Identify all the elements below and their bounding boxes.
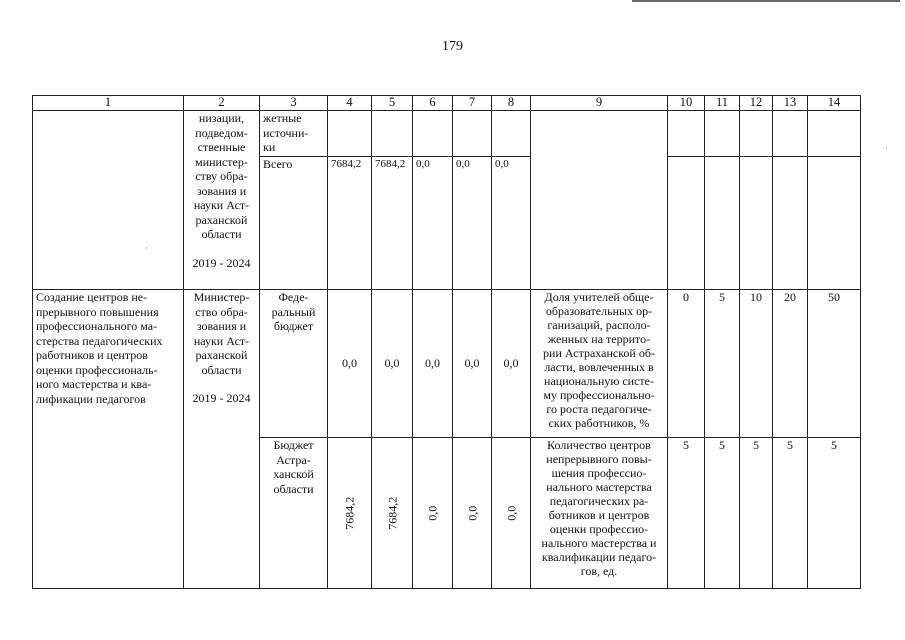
indicator-cell xyxy=(531,290,668,438)
header-cell: 9 xyxy=(531,96,668,111)
text-line: зования и xyxy=(196,319,247,333)
value-cell xyxy=(453,438,492,589)
text-line: квалификации педаго- xyxy=(541,550,657,564)
text-line: шения профессио- xyxy=(551,466,647,480)
text-line: профессионального ма- xyxy=(36,319,158,333)
period-text: 2019 - 2024 xyxy=(192,391,251,405)
text-line: Бюджет xyxy=(273,438,314,452)
header-cell: 11 xyxy=(705,96,740,111)
text-line: ству обра- xyxy=(195,169,248,183)
target-cell xyxy=(705,157,740,290)
text-line: нального мастерства xyxy=(546,480,652,494)
funding-source-cell xyxy=(260,290,328,438)
value-cell: 7684,2 xyxy=(372,157,413,290)
target-cell xyxy=(740,111,773,157)
value-cell xyxy=(372,111,413,157)
header-cell: 12 xyxy=(740,96,773,111)
indicator-cell xyxy=(531,438,668,589)
text-line: Количество центров xyxy=(547,438,651,452)
top-rule xyxy=(632,0,900,2)
text-line: ного мастерства и ква- xyxy=(36,377,152,391)
header-cell: 4 xyxy=(328,96,372,111)
text-line: подведом- xyxy=(195,125,248,140)
indicator-cell xyxy=(531,111,668,290)
header-row xyxy=(33,96,861,111)
text-line: низации, xyxy=(198,111,245,125)
text-line: зования и xyxy=(196,183,247,198)
target-cell: 5 xyxy=(740,438,773,589)
rotated-value: 0,0 xyxy=(425,505,440,521)
text-line: педагогических ра- xyxy=(549,494,649,508)
header-cell: 5 xyxy=(372,96,413,111)
value-cell: 0,0 xyxy=(453,290,492,438)
text-line: оценки профессиональ- xyxy=(36,362,158,377)
text-line: ских работников, % xyxy=(548,416,650,430)
text-line: науки Аст- xyxy=(193,333,250,348)
text-line: женных на террито- xyxy=(547,332,651,346)
funding-source-cell xyxy=(260,438,328,589)
text-line: жетные xyxy=(263,111,302,125)
value-cell xyxy=(492,111,531,157)
value-cell xyxy=(328,438,372,589)
header-cell: 6 xyxy=(413,96,453,111)
text-line: лификации педагогов xyxy=(36,391,146,406)
text-line: гов, ед. xyxy=(580,564,618,578)
target-cell xyxy=(668,157,705,290)
target-cell: 5 xyxy=(808,438,861,589)
value-cell xyxy=(413,111,453,157)
value-cell: 0,0 xyxy=(492,290,531,438)
text-line: ботников и центров xyxy=(548,508,650,522)
value-cell: 0,0 xyxy=(413,290,453,438)
text-line: ственные xyxy=(197,140,246,154)
text-line: ральный xyxy=(271,304,316,319)
header-cell: 13 xyxy=(773,96,808,111)
value-cell: 7684,2 xyxy=(328,157,372,290)
scan-speck: · xyxy=(145,243,148,253)
header-cell: 3 xyxy=(260,96,328,111)
text-line: рии Астраханской об- xyxy=(543,346,655,360)
value-cell: 0,0 xyxy=(328,290,372,438)
header-cell: 14 xyxy=(808,96,861,111)
text-line: источни- xyxy=(263,125,309,140)
executor-cell xyxy=(184,111,260,290)
text-line: Феде- xyxy=(278,290,309,304)
header-cell: 2 xyxy=(184,96,260,111)
text-line: науки Аст- xyxy=(193,198,250,212)
target-cell: 0 xyxy=(668,290,705,438)
value-cell: 0,0 xyxy=(453,157,492,290)
period-text: 2019 - 2024 xyxy=(192,255,251,270)
header-cell: 1 xyxy=(33,96,184,111)
text-line: раханской xyxy=(195,348,248,362)
value-cell xyxy=(413,438,453,589)
text-line: оценки профессио- xyxy=(549,522,649,536)
text-line: нального мастерства и xyxy=(541,536,657,550)
text-line: непрерывного повы- xyxy=(546,452,652,466)
text-line: образовательных ор- xyxy=(545,304,653,318)
text-line: Министер- xyxy=(193,290,250,304)
table-row xyxy=(33,111,861,157)
value-cell: 0,0 xyxy=(413,157,453,290)
text-line: ганизаций, располо- xyxy=(547,318,651,332)
text-line: го роста педагогиче- xyxy=(546,402,652,416)
text-line: Создание центров не- xyxy=(36,290,148,304)
target-cell xyxy=(773,157,808,290)
text-line: министер- xyxy=(195,154,248,169)
text-line: му профессионально- xyxy=(543,388,655,402)
target-cell xyxy=(668,111,705,157)
value-cell: 0,0 xyxy=(372,290,413,438)
target-cell: 50 xyxy=(808,290,861,438)
page-number: 179 xyxy=(442,39,463,54)
text-line: Доля учителей обще- xyxy=(544,290,654,304)
text-line: работников и центров xyxy=(36,348,148,362)
table-row xyxy=(33,290,861,438)
scan-speck: · xyxy=(885,143,888,153)
text-line: стерства педагогических xyxy=(36,333,163,348)
executor-cell xyxy=(184,290,260,589)
value-cell xyxy=(453,111,492,157)
text-line: национальную систе- xyxy=(544,374,654,388)
funding-source-cell xyxy=(260,111,328,157)
target-cell: 5 xyxy=(705,290,740,438)
text-line: бюджет xyxy=(273,319,314,333)
target-cell xyxy=(705,111,740,157)
text-line: ханской xyxy=(273,467,314,481)
target-cell: 10 xyxy=(740,290,773,438)
target-cell xyxy=(740,157,773,290)
value-cell xyxy=(492,438,531,589)
activity-name-cell xyxy=(33,290,184,589)
header-cell: 8 xyxy=(492,96,531,111)
target-cell: 5 xyxy=(773,438,808,589)
rotated-value: 0,0 xyxy=(464,505,479,521)
rotated-value: 7684,2 xyxy=(384,496,399,530)
text-line: области xyxy=(201,362,242,377)
text-line: ство обра- xyxy=(195,304,248,319)
value-cell: 0,0 xyxy=(492,157,531,290)
rotated-value: 7684,2 xyxy=(342,496,357,530)
target-cell: 5 xyxy=(705,438,740,589)
text-line: ки xyxy=(263,140,276,154)
text-line: области xyxy=(273,481,314,496)
target-cell xyxy=(808,111,861,157)
activity-name-cell xyxy=(33,111,184,290)
value-cell xyxy=(328,111,372,157)
value-cell xyxy=(372,438,413,589)
funding-source-cell: Всего xyxy=(260,157,328,290)
text-line: области xyxy=(201,227,242,241)
rotated-value: 0,0 xyxy=(503,505,518,521)
header-cell: 7 xyxy=(453,96,492,111)
target-cell: 5 xyxy=(668,438,705,589)
target-cell xyxy=(808,157,861,290)
text-line: ласти, вовлеченных в xyxy=(544,360,654,374)
text-line: раханской xyxy=(195,212,248,227)
header-cell: 10 xyxy=(668,96,705,111)
text-line: Астра- xyxy=(276,452,311,467)
target-cell: 20 xyxy=(773,290,808,438)
text-line: прерывного повышения xyxy=(36,304,159,319)
target-cell xyxy=(773,111,808,157)
program-table xyxy=(32,95,861,589)
